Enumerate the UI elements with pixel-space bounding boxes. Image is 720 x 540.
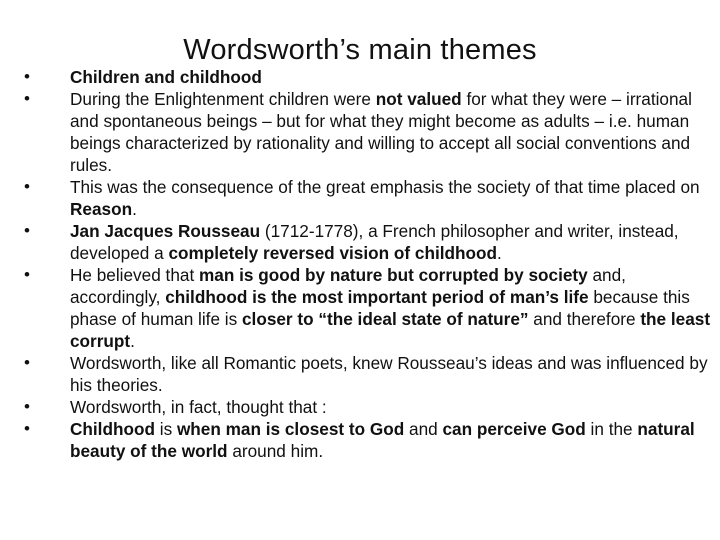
bullet-text: for what they were – irrational and spontaneous beings – but for what they might become as adults – i.e. human beings characterized by rationality and willing to accept all social conventions and rules.	[70, 89, 692, 175]
bullet-item	[0, 396, 716, 418]
bullet-text: Wordsworth, in fact, thought that :	[70, 397, 327, 417]
bullet-text: and therefore	[528, 309, 641, 329]
bullet-item	[0, 66, 716, 88]
bullet-text: around him.	[227, 441, 324, 461]
bullet-text: and	[404, 419, 443, 439]
bullet-item	[0, 264, 716, 352]
bullet-text-bold: the least corrupt	[70, 309, 711, 351]
bullet-text-bold: childhood is the most important period of man’s life	[165, 287, 589, 307]
bullet-text-bold: man is good by nature but corrupted by society	[199, 265, 588, 285]
bullet-list	[0, 66, 716, 462]
bullet-dot-icon: •	[24, 177, 30, 196]
bullet-text: He believed that	[70, 265, 199, 285]
bullet-item	[0, 352, 716, 396]
bullet-text: .	[130, 331, 135, 351]
bullet-text-bold: closer to “the ideal state of nature”	[241, 309, 529, 329]
bullet-item	[0, 220, 716, 264]
bullet-text: because this phase of human life is	[70, 287, 690, 329]
bullet-dot-icon: •	[24, 265, 30, 284]
bullet-text-bold: Children and childhood	[70, 67, 262, 87]
bullet-dot-icon: •	[24, 67, 30, 86]
bullet-text: in the	[585, 419, 638, 439]
bullet-item	[0, 418, 716, 462]
bullet-text: This was the consequence of the great emphasis the society of that time placed on	[70, 177, 700, 197]
bullet-text-bold: when man is closest to God	[176, 419, 405, 439]
bullet-text-bold: not valued	[375, 89, 462, 109]
bullet-text: Wordsworth, like all Romantic poets, knew Rousseau’s ideas and was influenced by his theories.	[70, 353, 708, 395]
bullet-dot-icon: •	[24, 397, 30, 416]
bullet-item	[0, 88, 716, 176]
slide-title: Wordsworth’s main themes	[183, 34, 537, 66]
bullet-text-bold: natural beauty of the world	[70, 419, 695, 461]
bullet-text-bold: Jan Jacques Rousseau	[70, 221, 261, 241]
bullet-text-bold: completely reversed vision of childhood	[168, 243, 497, 263]
bullet-dot-icon: •	[24, 353, 30, 372]
bullet-text: .	[497, 243, 502, 263]
bullet-text: During the Enlightenment children were	[70, 89, 376, 109]
bullet-text-bold: Reason	[70, 199, 133, 219]
bullet-dot-icon: •	[24, 221, 30, 240]
bullet-dot-icon: •	[24, 89, 30, 108]
bullet-text-bold: can perceive God	[442, 419, 586, 439]
bullet-dot-icon: •	[24, 419, 30, 438]
bullet-text: is	[154, 419, 177, 439]
bullet-text: .	[132, 199, 137, 219]
bullet-text: (1712-1778), a French philosopher and writer, instead, developed a	[70, 221, 679, 263]
bullet-item	[0, 176, 716, 220]
bullet-text: and, accordingly,	[70, 265, 626, 307]
bullet-text-bold: Childhood	[70, 419, 155, 439]
